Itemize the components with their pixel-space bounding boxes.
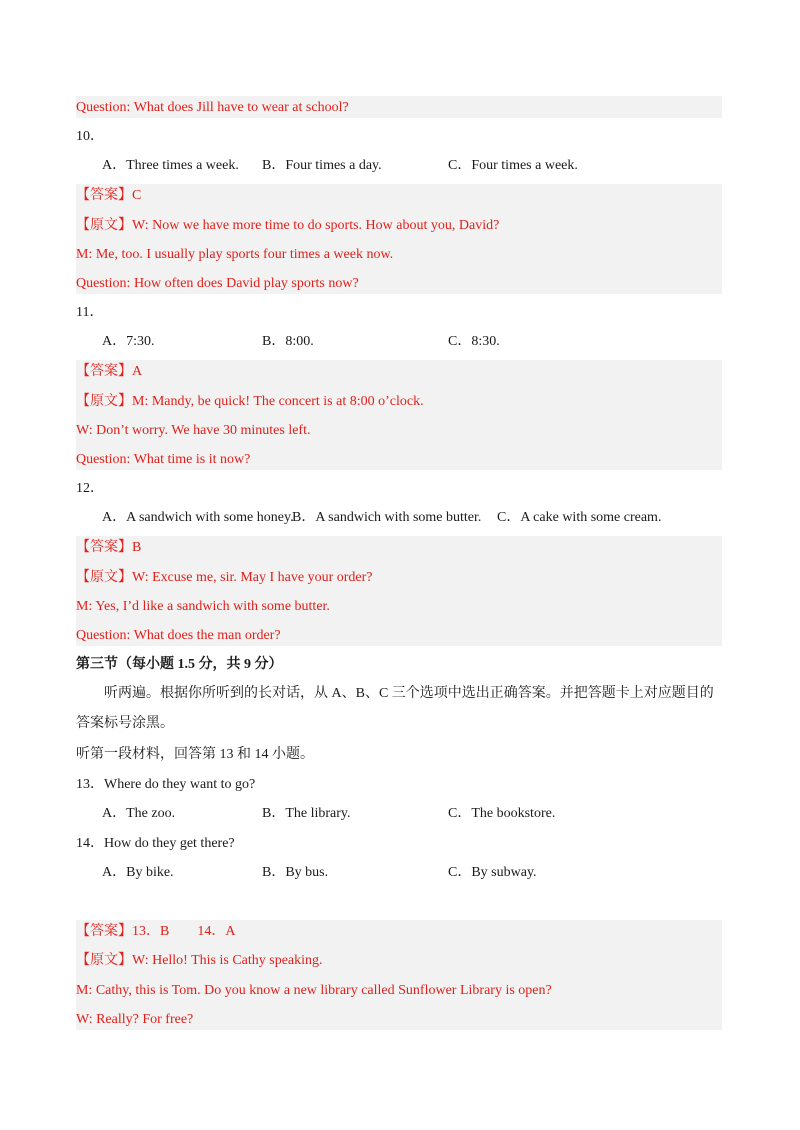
option-c: C．A cake with some cream. (497, 510, 662, 525)
transcript-line: 【原文】W: Excuse me, sir. May I have your order? (76, 570, 373, 585)
option-a: A．Three times a week. (102, 158, 239, 173)
option-a: A．By bike. (102, 865, 174, 880)
option-b: B．Four times a day. (262, 158, 382, 173)
answer-line: 【答案】C (76, 188, 142, 203)
option-c: C．By subway. (448, 865, 537, 880)
instruction-text: 听第一段材料，回答第 13 和 14 小题。 (76, 747, 314, 762)
transcript-line: 【原文】M: Mandy, be quick! The concert is at 8:00 o’clock. (76, 394, 424, 409)
answer-line: 【答案】13．B 14．A (76, 924, 236, 939)
question-stem: 13．Where do they want to go? (76, 777, 256, 792)
instruction-text: 听两遍。根据你所听到的长对话，从 A、B、C 三个选项中选出正确答案。并把答题卡上对应题目的 (104, 686, 714, 701)
question-number: 11． (76, 305, 104, 320)
transcript-line: M: Cathy, this is Tom. Do you know a new library called Sunflower Library is open? (76, 983, 552, 998)
answer-line: 【答案】A (76, 364, 143, 379)
transcript-line: W: Really? For free? (76, 1012, 194, 1027)
section-title: 第三节（每小题 1.5 分，共 9 分） (76, 657, 283, 672)
transcript-line: M: Me, too. I usually play sports four times a week now. (76, 247, 394, 262)
transcript-line: 【原文】W: Hello! This is Cathy speaking. (76, 953, 323, 968)
question-line: Question: How often does David play sports now? (76, 276, 359, 291)
question-line: Question: What does the man order? (76, 628, 281, 643)
option-c: C．The bookstore. (448, 806, 556, 821)
option-a: A．7:30. (102, 334, 155, 349)
instruction-text: 答案标号涂黑。 (76, 716, 174, 731)
question-stem: 14．How do they get there? (76, 836, 235, 851)
question-line: Question: What time is it now? (76, 452, 251, 467)
question-number: 10． (76, 129, 104, 144)
option-a: A．The zoo. (102, 806, 176, 821)
question-number: 12． (76, 481, 104, 496)
option-b: B．The library. (262, 806, 351, 821)
transcript-line: M: Yes, I’d like a sandwich with some butter. (76, 599, 330, 614)
option-b: B．8:00. (262, 334, 314, 349)
transcript-line: W: Don’t worry. We have 30 minutes left. (76, 423, 311, 438)
question-line: Question: What does Jill have to wear at school? (76, 100, 349, 115)
option-b: B．A sandwich with some butter. (292, 510, 482, 525)
option-c: C．Four times a week. (448, 158, 578, 173)
option-a: A．A sandwich with some honey. (102, 510, 294, 525)
transcript-line: 【原文】W: Now we have more time to do sports. How about you, David? (76, 218, 500, 233)
option-b: B．By bus. (262, 865, 329, 880)
answer-line: 【答案】B (76, 540, 142, 555)
option-c: C．8:30. (448, 334, 500, 349)
